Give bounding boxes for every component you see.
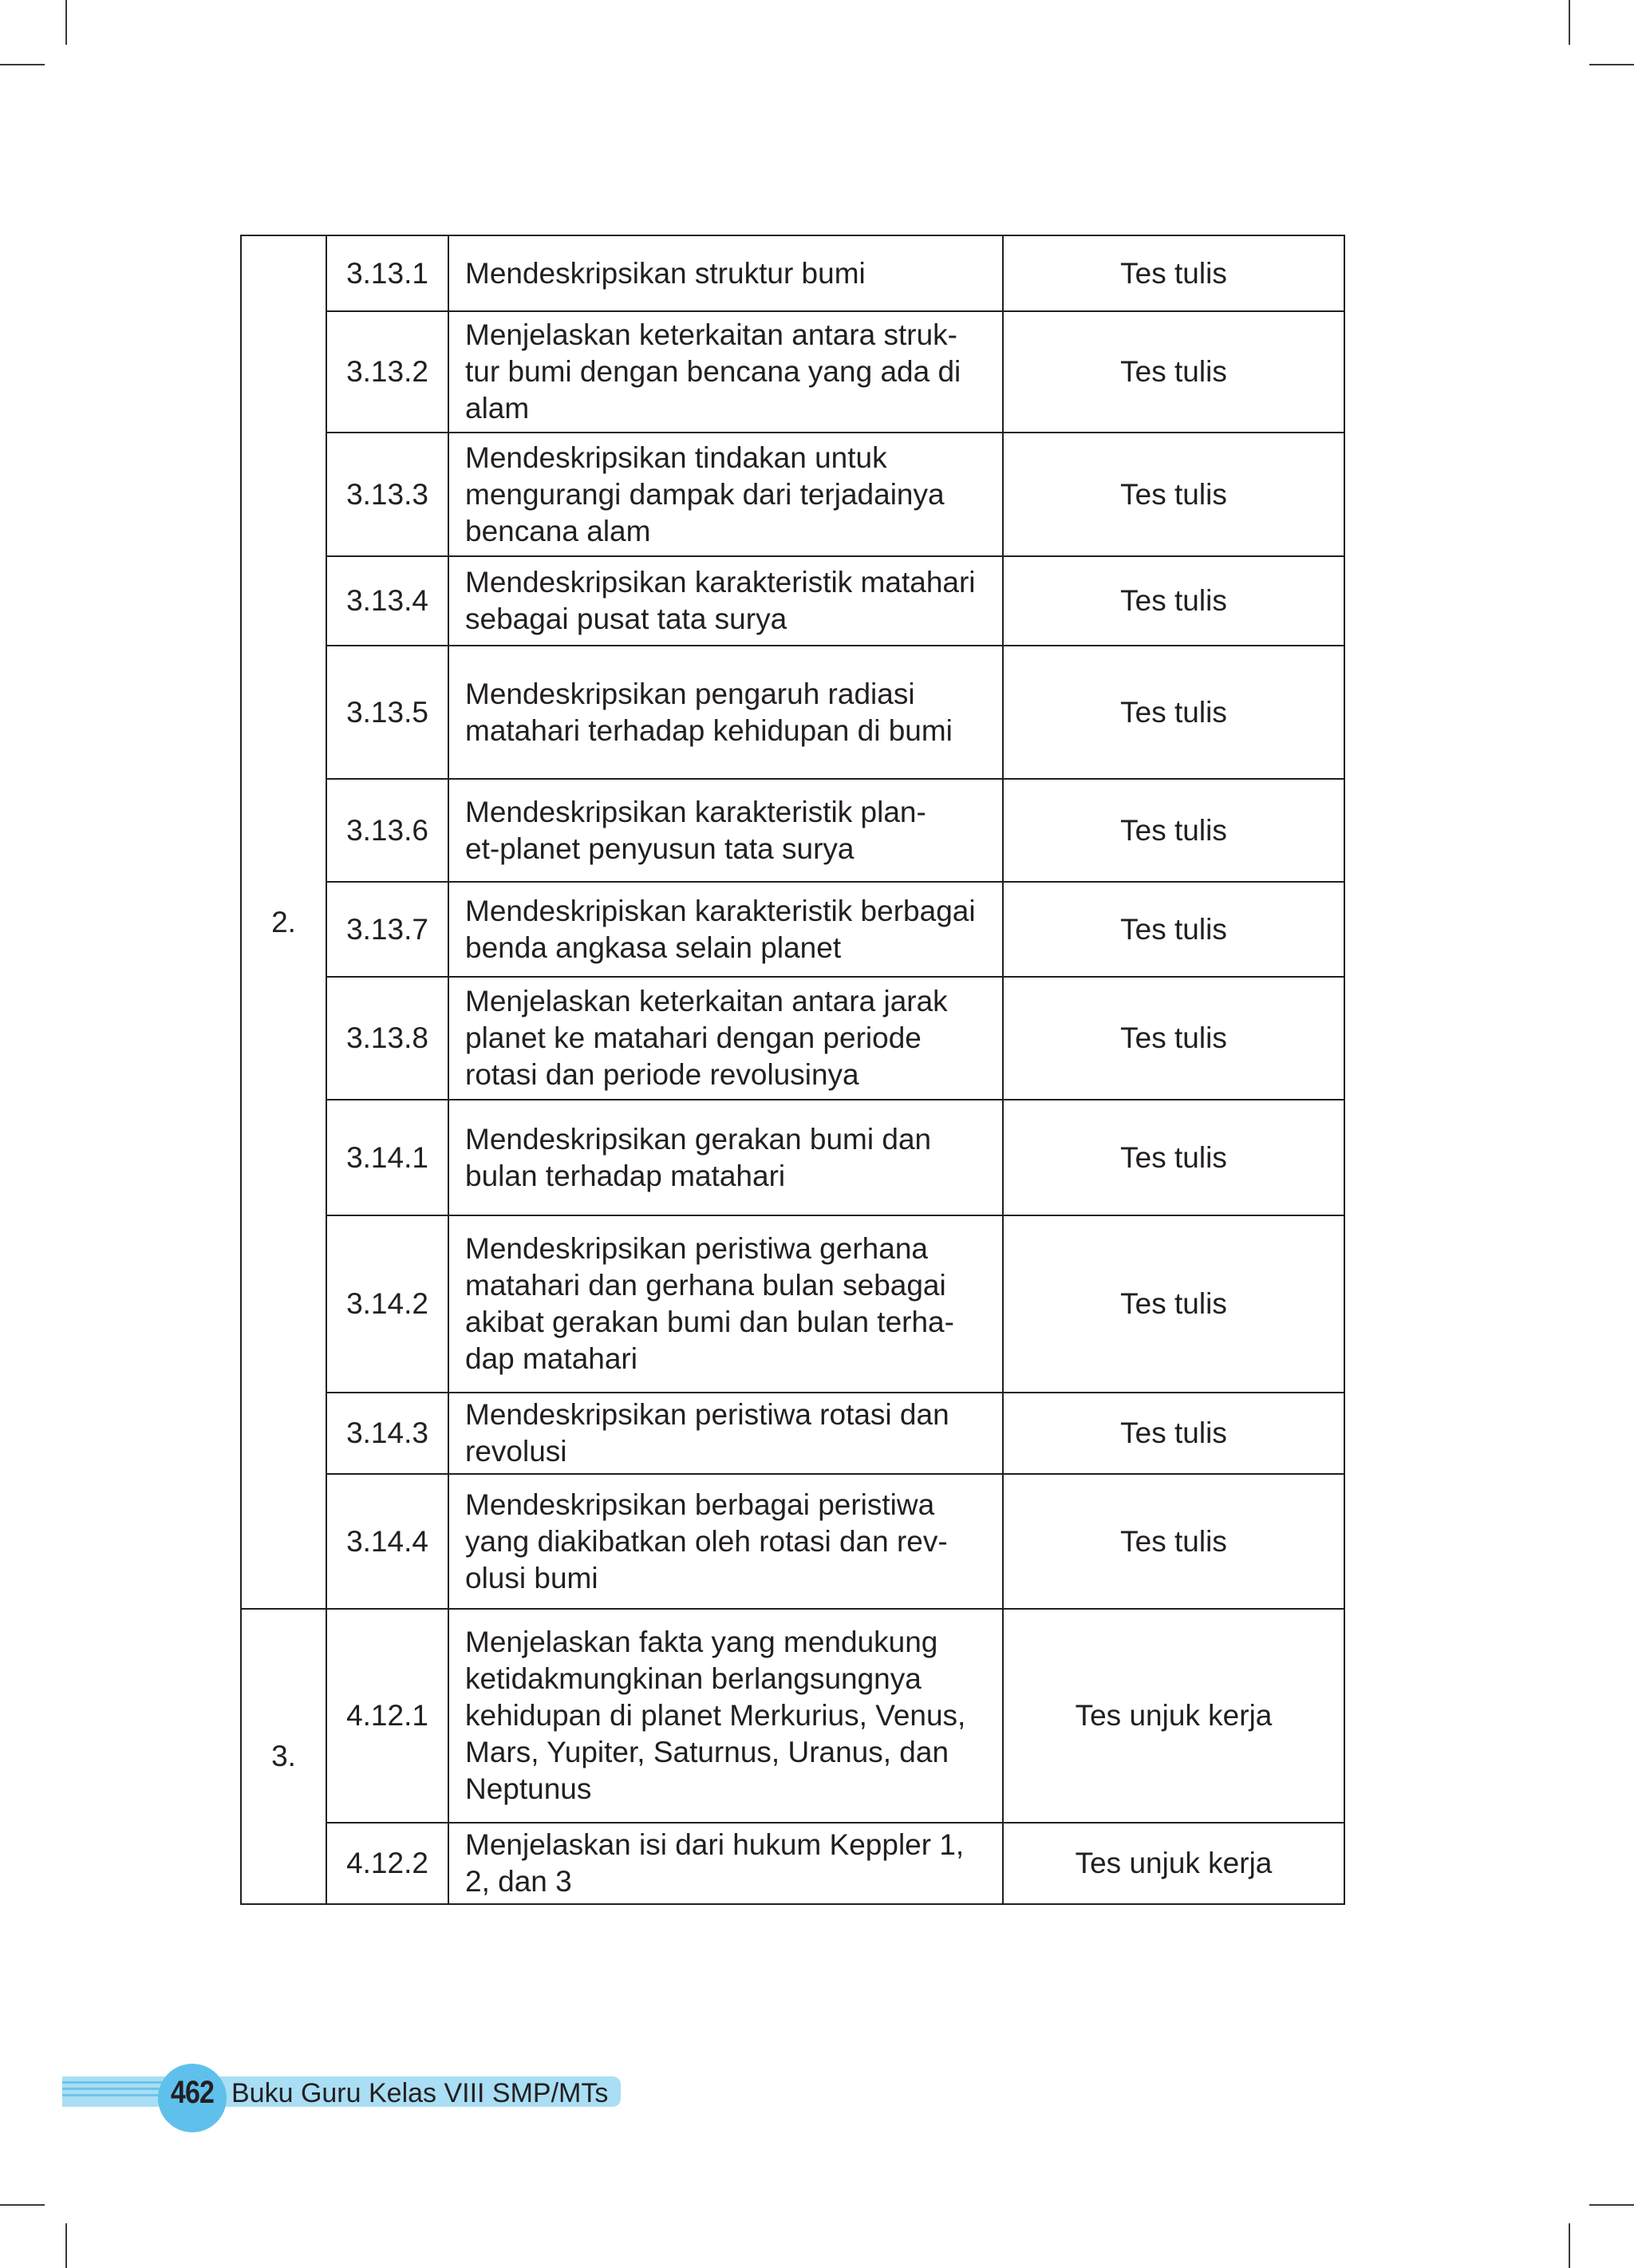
indicator-code: 3.14.4 [326,1474,448,1609]
table-row [241,646,1344,779]
crop-mark [1589,2204,1634,2206]
page-footer [62,2064,621,2120]
indicator-code: 3.13.1 [326,235,448,311]
assessment-technique: Tes tulis [1003,1100,1344,1215]
indicator-description: Menjelaskan keterkaitan antara jarak planet ke matahari dengan periode rotasi dan periode revolusinya [448,977,1003,1100]
indicator-description: Mendeskripsikan karakteristik matahari sebagai pusat tata surya [448,556,1003,646]
indicator-code: 3.14.3 [326,1393,448,1474]
assessment-technique: Tes unjuk kerja [1003,1609,1344,1823]
indicator-description: Menjelaskan isi dari hukum Keppler 1, 2, dan 3 [448,1823,1003,1904]
assessment-technique: Tes tulis [1003,1215,1344,1393]
indicator-code: 3.14.1 [326,1100,448,1215]
indicator-description: Mendeskripsikan karakteristik plan- et-planet penyusun tata surya [448,779,1003,882]
crop-mark [0,2204,45,2206]
indicator-description: Mendeskripsikan pengaruh radiasi matahari terhadap kehidupan di bumi [448,646,1003,779]
assessment-technique: Tes tulis [1003,779,1344,882]
indicator-description: Mendeskripsikan struktur bumi [448,235,1003,311]
table-row [241,977,1344,1100]
assessment-technique: Tes tulis [1003,433,1344,556]
assessment-technique: Tes tulis [1003,882,1344,977]
table-row [241,1474,1344,1609]
indicator-description: Mendeskripsikan tindakan untuk mengurangi dampak dari terjadainya bencana alam [448,433,1003,556]
assessment-technique: Tes tulis [1003,977,1344,1100]
crop-mark [1589,64,1634,65]
indicator-description: Mendeskripiskan karakteristik berbagai benda angkasa selain planet [448,882,1003,977]
indicator-description: Mendeskripsikan gerakan bumi dan bulan terhadap matahari [448,1100,1003,1215]
table-row [241,1393,1344,1474]
assessment-technique: Tes unjuk kerja [1003,1823,1344,1904]
table-row [241,556,1344,646]
assessment-technique: Tes tulis [1003,1474,1344,1609]
table-row [241,235,1344,311]
indicator-code: 3.13.2 [326,311,448,433]
crop-mark [65,2223,67,2268]
indicator-code: 3.13.8 [326,977,448,1100]
assessment-technique: Tes tulis [1003,1393,1344,1474]
indicator-description: Menjelaskan fakta yang mendukung ketidakmungkinan berlangsungnya kehidupan di planet Merkurius, Venus, Mars, Yupiter, Saturnus, Uranus, dan Neptunus [448,1609,1003,1823]
crop-mark [1569,0,1570,45]
crop-mark [1569,2223,1570,2268]
table-row [241,1823,1344,1904]
indicator-description: Mendeskripsikan peristiwa gerhana matahari dan gerhana bulan sebagai akibat gerakan bumi dan bulan terha- dap matahari [448,1215,1003,1393]
table-row [241,1609,1344,1823]
crop-mark [65,0,67,45]
assessment-technique: Tes tulis [1003,646,1344,779]
crop-mark [0,64,45,65]
group-number: 3. [241,1609,326,1904]
table-row [241,1100,1344,1215]
indicator-code: 3.13.6 [326,779,448,882]
page-number: 462 [170,2075,215,2110]
indicator-code: 3.13.7 [326,882,448,977]
indicator-code: 4.12.1 [326,1609,448,1823]
assessment-technique: Tes tulis [1003,235,1344,311]
assessment-technique: Tes tulis [1003,311,1344,433]
indicator-description: Mendeskripsikan peristiwa rotasi dan revolusi [448,1393,1003,1474]
indicator-code: 3.13.4 [326,556,448,646]
table-row [241,779,1344,882]
indicator-code: 3.13.3 [326,433,448,556]
assessment-table [240,235,1345,1905]
indicator-code: 3.13.5 [326,646,448,779]
indicator-description: Menjelaskan keterkaitan antara struk- tur bumi dengan bencana yang ada di alam [448,311,1003,433]
table-row [241,1215,1344,1393]
table-row [241,311,1344,433]
indicator-code: 3.14.2 [326,1215,448,1393]
assessment-table-body [241,235,1344,1904]
book-title: Buku Guru Kelas VIII SMP/MTs [231,2078,609,2108]
indicator-code: 4.12.2 [326,1823,448,1904]
indicator-description: Mendeskripsikan berbagai peristiwa yang diakibatkan oleh rotasi dan rev- olusi bumi [448,1474,1003,1609]
assessment-technique: Tes tulis [1003,556,1344,646]
table-row [241,433,1344,556]
group-number: 2. [241,235,326,1609]
table-row [241,882,1344,977]
